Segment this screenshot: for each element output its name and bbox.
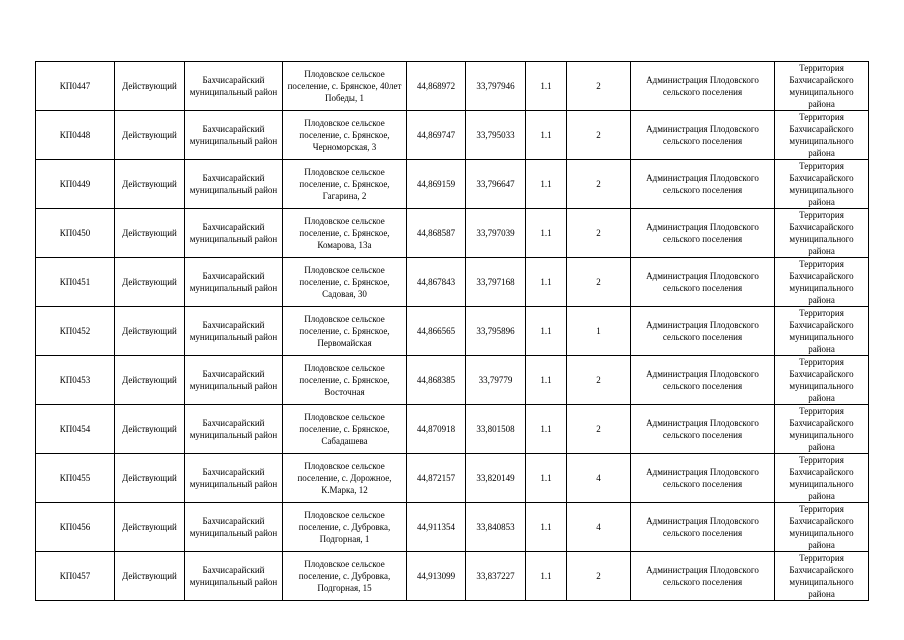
cell-longitude: 33,837227 — [466, 552, 526, 601]
cell-count: 2 — [567, 111, 631, 160]
cell-owner: Администрация Плодовского сельского поселения — [631, 111, 775, 160]
cell-owner: Администрация Плодовского сельского поселения — [631, 258, 775, 307]
cell-status: Действующий — [115, 111, 185, 160]
cell-longitude: 33,797168 — [466, 258, 526, 307]
cell-territory: Территория Бахчисарайского муниципального района — [775, 209, 869, 258]
cell-district: Бахчисарайский муниципальный район — [185, 258, 283, 307]
cell-territory: Территория Бахчисарайского муниципального района — [775, 552, 869, 601]
cell-longitude: 33,79779 — [466, 356, 526, 405]
cell-owner: Администрация Плодовского сельского поселения — [631, 503, 775, 552]
table-body — [36, 62, 869, 601]
cell-count: 4 — [567, 454, 631, 503]
cell-district: Бахчисарайский муниципальный район — [185, 160, 283, 209]
table-row — [36, 258, 869, 307]
registry-table — [35, 61, 869, 601]
cell-latitude: 44,913099 — [407, 552, 466, 601]
cell-address: Плодовское сельское поселение, с. Брянское, Черноморская, 3 — [283, 111, 407, 160]
cell-territory: Территория Бахчисарайского муниципального района — [775, 405, 869, 454]
cell-district: Бахчисарайский муниципальный район — [185, 209, 283, 258]
cell-territory: Территория Бахчисарайского муниципального района — [775, 454, 869, 503]
cell-owner: Администрация Плодовского сельского поселения — [631, 552, 775, 601]
cell-latitude: 44,869159 — [407, 160, 466, 209]
cell-district: Бахчисарайский муниципальный район — [185, 111, 283, 160]
cell-type: 1.1 — [526, 454, 567, 503]
cell-count: 2 — [567, 552, 631, 601]
cell-count: 2 — [567, 356, 631, 405]
cell-district: Бахчисарайский муниципальный район — [185, 62, 283, 111]
cell-count: 2 — [567, 62, 631, 111]
cell-code: КП0447 — [36, 62, 115, 111]
table-row — [36, 454, 869, 503]
cell-count: 1 — [567, 307, 631, 356]
cell-type: 1.1 — [526, 62, 567, 111]
cell-status: Действующий — [115, 160, 185, 209]
cell-owner: Администрация Плодовского сельского поселения — [631, 307, 775, 356]
cell-longitude: 33,840853 — [466, 503, 526, 552]
table-row — [36, 503, 869, 552]
table-row — [36, 209, 869, 258]
cell-owner: Администрация Плодовского сельского поселения — [631, 405, 775, 454]
cell-code: КП0455 — [36, 454, 115, 503]
cell-count: 2 — [567, 160, 631, 209]
cell-status: Действующий — [115, 552, 185, 601]
cell-latitude: 44,868385 — [407, 356, 466, 405]
cell-longitude: 33,796647 — [466, 160, 526, 209]
cell-count: 2 — [567, 209, 631, 258]
cell-status: Действующий — [115, 62, 185, 111]
cell-code: КП0453 — [36, 356, 115, 405]
cell-latitude: 44,869747 — [407, 111, 466, 160]
cell-status: Действующий — [115, 405, 185, 454]
cell-address: Плодовское сельское поселение, с. Брянское, Первомайская — [283, 307, 407, 356]
cell-code: КП0449 — [36, 160, 115, 209]
cell-territory: Территория Бахчисарайского муниципального района — [775, 258, 869, 307]
cell-latitude: 44,867843 — [407, 258, 466, 307]
cell-code: КП0452 — [36, 307, 115, 356]
cell-address: Плодовское сельское поселение, с. Брянское, 40лет Победы, 1 — [283, 62, 407, 111]
cell-owner: Администрация Плодовского сельского поселения — [631, 356, 775, 405]
table-row — [36, 160, 869, 209]
table-row — [36, 307, 869, 356]
cell-type: 1.1 — [526, 209, 567, 258]
cell-address: Плодовское сельское поселение, с. Брянское, Восточная — [283, 356, 407, 405]
cell-longitude: 33,797039 — [466, 209, 526, 258]
table-row — [36, 62, 869, 111]
cell-latitude: 44,870918 — [407, 405, 466, 454]
cell-owner: Администрация Плодовского сельского поселения — [631, 62, 775, 111]
cell-territory: Территория Бахчисарайского муниципального района — [775, 160, 869, 209]
cell-count: 2 — [567, 405, 631, 454]
cell-address: Плодовское сельское поселение, с. Дубровка, Подгорная, 15 — [283, 552, 407, 601]
cell-territory: Территория Бахчисарайского муниципального района — [775, 307, 869, 356]
cell-latitude: 44,872157 — [407, 454, 466, 503]
cell-address: Плодовское сельское поселение, с. Брянское, Комарова, 13а — [283, 209, 407, 258]
cell-longitude: 33,795033 — [466, 111, 526, 160]
cell-owner: Администрация Плодовского сельского поселения — [631, 454, 775, 503]
table-row — [36, 552, 869, 601]
cell-type: 1.1 — [526, 258, 567, 307]
cell-type: 1.1 — [526, 503, 567, 552]
cell-status: Действующий — [115, 209, 185, 258]
cell-longitude: 33,795896 — [466, 307, 526, 356]
cell-status: Действующий — [115, 454, 185, 503]
cell-territory: Территория Бахчисарайского муниципального района — [775, 62, 869, 111]
cell-type: 1.1 — [526, 160, 567, 209]
table-row — [36, 405, 869, 454]
cell-district: Бахчисарайский муниципальный район — [185, 503, 283, 552]
cell-owner: Администрация Плодовского сельского поселения — [631, 160, 775, 209]
cell-code: КП0457 — [36, 552, 115, 601]
cell-code: КП0450 — [36, 209, 115, 258]
cell-longitude: 33,801508 — [466, 405, 526, 454]
cell-status: Действующий — [115, 503, 185, 552]
cell-latitude: 44,868972 — [407, 62, 466, 111]
cell-type: 1.1 — [526, 405, 567, 454]
cell-type: 1.1 — [526, 307, 567, 356]
cell-latitude: 44,866565 — [407, 307, 466, 356]
cell-address: Плодовское сельское поселение, с. Дорожное, К.Марка, 12 — [283, 454, 407, 503]
cell-count: 4 — [567, 503, 631, 552]
cell-type: 1.1 — [526, 552, 567, 601]
cell-territory: Территория Бахчисарайского муниципального района — [775, 111, 869, 160]
cell-owner: Администрация Плодовского сельского поселения — [631, 209, 775, 258]
cell-address: Плодовское сельское поселение, с. Брянское, Сабадашева — [283, 405, 407, 454]
cell-longitude: 33,797946 — [466, 62, 526, 111]
cell-code: КП0448 — [36, 111, 115, 160]
cell-latitude: 44,911354 — [407, 503, 466, 552]
cell-status: Действующий — [115, 258, 185, 307]
cell-district: Бахчисарайский муниципальный район — [185, 307, 283, 356]
cell-district: Бахчисарайский муниципальный район — [185, 552, 283, 601]
cell-address: Плодовское сельское поселение, с. Брянское, Садовая, 30 — [283, 258, 407, 307]
cell-type: 1.1 — [526, 356, 567, 405]
cell-longitude: 33,820149 — [466, 454, 526, 503]
cell-status: Действующий — [115, 356, 185, 405]
table-row — [36, 111, 869, 160]
cell-status: Действующий — [115, 307, 185, 356]
cell-district: Бахчисарайский муниципальный район — [185, 454, 283, 503]
cell-count: 2 — [567, 258, 631, 307]
cell-address: Плодовское сельское поселение, с. Брянское, Гагарина, 2 — [283, 160, 407, 209]
cell-district: Бахчисарайский муниципальный район — [185, 405, 283, 454]
table-row — [36, 356, 869, 405]
cell-code: КП0456 — [36, 503, 115, 552]
cell-territory: Территория Бахчисарайского муниципального района — [775, 503, 869, 552]
cell-district: Бахчисарайский муниципальный район — [185, 356, 283, 405]
cell-type: 1.1 — [526, 111, 567, 160]
cell-latitude: 44,868587 — [407, 209, 466, 258]
cell-code: КП0454 — [36, 405, 115, 454]
cell-territory: Территория Бахчисарайского муниципального района — [775, 356, 869, 405]
cell-address: Плодовское сельское поселение, с. Дубровка, Подгорная, 1 — [283, 503, 407, 552]
cell-code: КП0451 — [36, 258, 115, 307]
